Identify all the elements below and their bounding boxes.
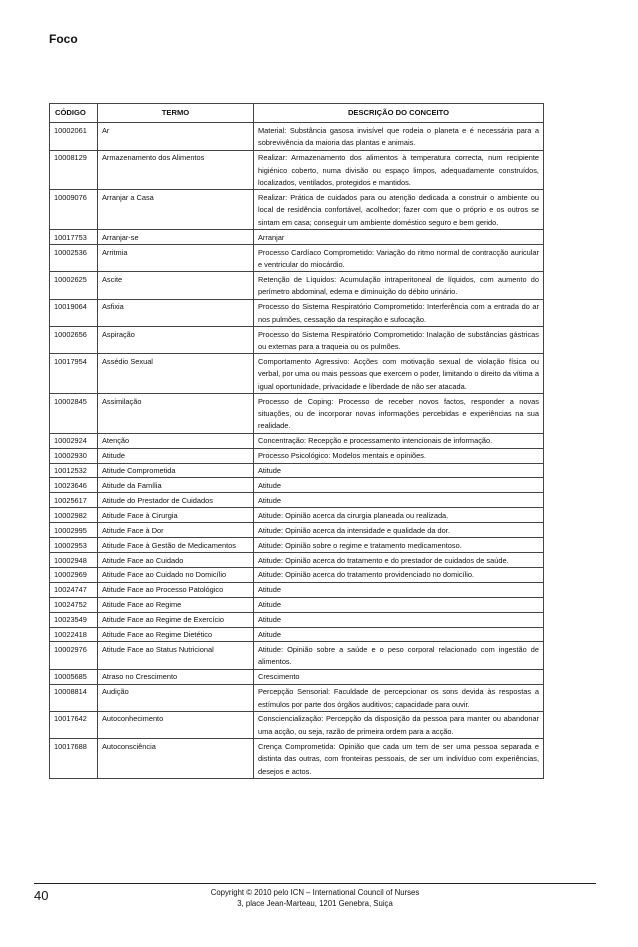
cell-code: 10023549 xyxy=(50,612,98,627)
page-number: 40 xyxy=(34,888,49,903)
cell-term: Armazenamento dos Alimentos xyxy=(98,150,254,190)
cell-term: Atitude Face ao Processo Patológico xyxy=(98,582,254,597)
cell-description: Processo Cardíaco Comprometido: Variação do ritmo normal de contracção auricular e ventricular do miocárdio. xyxy=(254,245,544,272)
cell-term: Arritmia xyxy=(98,245,254,272)
table-row xyxy=(50,538,544,553)
table-row xyxy=(50,463,544,478)
cell-description: Atitude xyxy=(254,478,544,493)
cell-code: 10012532 xyxy=(50,463,98,478)
cell-description: Atitude: Opinião acerca do tratamento providenciado no domicílio. xyxy=(254,567,544,582)
cell-code: 10025617 xyxy=(50,493,98,508)
cell-code: 10002976 xyxy=(50,642,98,669)
cell-term: Atraso no Crescimento xyxy=(98,669,254,684)
cell-term: Atitude xyxy=(98,448,254,463)
cell-code: 10002536 xyxy=(50,245,98,272)
table-row xyxy=(50,433,544,448)
cell-code: 10002995 xyxy=(50,523,98,538)
table-row xyxy=(50,567,544,582)
cell-description: Concentração: Recepção e processamento intencionais de informação. xyxy=(254,433,544,448)
cell-description: Atitude: Opinião acerca da cirurgia planeada ou realizada. xyxy=(254,508,544,523)
table-header-row xyxy=(50,104,544,123)
cell-term: Autoconhecimento xyxy=(98,711,254,738)
cell-code: 10005685 xyxy=(50,669,98,684)
table-row xyxy=(50,493,544,508)
cell-code: 10017642 xyxy=(50,711,98,738)
header-description: DESCRIÇÃO DO CONCEITO xyxy=(254,104,544,123)
cell-term: Atitude da Família xyxy=(98,478,254,493)
table-row xyxy=(50,612,544,627)
cell-code: 10008814 xyxy=(50,684,98,711)
copyright-line-2: 3, place Jean-Marteau, 1201 Genebra, Suiça xyxy=(237,898,393,908)
cell-term: Ascite xyxy=(98,272,254,299)
cell-description: Arranjar xyxy=(254,230,544,245)
footer-copyright xyxy=(150,888,480,909)
cell-code: 10002845 xyxy=(50,394,98,434)
cell-term: Asfixia xyxy=(98,299,254,326)
cell-description: Atitude xyxy=(254,493,544,508)
table-row xyxy=(50,394,544,434)
cell-term: Atitude Face à Cirurgia xyxy=(98,508,254,523)
cell-code: 10002969 xyxy=(50,567,98,582)
cell-term: Audição xyxy=(98,684,254,711)
table-row xyxy=(50,272,544,299)
cell-code: 10019064 xyxy=(50,299,98,326)
cell-description: Atitude: Opinião acerca da intensidade e qualidade da dor. xyxy=(254,523,544,538)
cell-term: Atitude Face à Dor xyxy=(98,523,254,538)
table-row xyxy=(50,230,544,245)
table-row xyxy=(50,597,544,612)
cell-description: Atitude xyxy=(254,463,544,478)
cell-description: Processo Psicológico: Modelos mentais e opiniões. xyxy=(254,448,544,463)
cell-description: Realizar: Prática de cuidados para ou atenção dedicada a construir o ambiente ou local de residência confortável, acolhedor; fazer com que o próprio e os outros se sintam em casa; conseguir um ambiente doméstico seguro e bem gerido. xyxy=(254,190,544,230)
cell-code: 10008129 xyxy=(50,150,98,190)
cell-term: Arranjar a Casa xyxy=(98,190,254,230)
cell-code: 10002982 xyxy=(50,508,98,523)
cell-description: Material: Substância gasosa invisível que rodeia o planeta e é necessária para a sobrevivência da maioria das plantas e animais. xyxy=(254,123,544,150)
cell-description: Atitude: Opinião acerca do tratamento e do prestador de cuidados de saúde. xyxy=(254,553,544,568)
cell-term: Ar xyxy=(98,123,254,150)
table-row xyxy=(50,582,544,597)
table-row xyxy=(50,150,544,190)
cell-term: Arranjar-se xyxy=(98,230,254,245)
table-row xyxy=(50,642,544,669)
header-code: CÓDIGO xyxy=(50,104,98,123)
table-row xyxy=(50,711,544,738)
cell-term: Autoconsciência xyxy=(98,739,254,779)
cell-term: Atenção xyxy=(98,433,254,448)
cell-description: Realizar: Armazenamento dos alimentos à temperatura correcta, num recipiente higiénico coberto, numa divisão ou espaço limpos, adequadamente construídos, localizados, ventilados, protegidos e mantidos. xyxy=(254,150,544,190)
table-row xyxy=(50,684,544,711)
cell-code: 10002061 xyxy=(50,123,98,150)
cell-code: 10002953 xyxy=(50,538,98,553)
terms-table xyxy=(49,103,544,779)
cell-term: Atitude Face ao Regime de Exercício xyxy=(98,612,254,627)
cell-code: 10017688 xyxy=(50,739,98,779)
cell-code: 10002924 xyxy=(50,433,98,448)
cell-code: 10002656 xyxy=(50,327,98,354)
cell-term: Atitude do Prestador de Cuidados xyxy=(98,493,254,508)
cell-code: 10024747 xyxy=(50,582,98,597)
cell-code: 10022418 xyxy=(50,627,98,642)
cell-description: Retenção de Líquidos: Acumulação intraperitoneal de líquidos, com aumento do perímetro abdominal, edema e diminuição do débito urinário. xyxy=(254,272,544,299)
table-row xyxy=(50,245,544,272)
cell-code: 10009076 xyxy=(50,190,98,230)
cell-term: Assimilação xyxy=(98,394,254,434)
cell-term: Atitude Face ao Cuidado no Domicílio xyxy=(98,567,254,582)
cell-description: Percepção Sensorial: Faculdade de percepcionar os sons devida às respostas a estímulos por parte dos órgãos auditivos; capacidade para ouvir. xyxy=(254,684,544,711)
cell-description: Processo do Sistema Respiratório Comprometido: Inalação de substâncias gástricas ou externas para a traqueia ou os pulmões. xyxy=(254,327,544,354)
footer-divider xyxy=(34,883,596,884)
cell-term: Assédio Sexual xyxy=(98,354,254,394)
table-row xyxy=(50,627,544,642)
cell-term: Atitude Face à Gestão de Medicamentos xyxy=(98,538,254,553)
table-row xyxy=(50,478,544,493)
cell-term: Aspiração xyxy=(98,327,254,354)
cell-description: Processo do Sistema Respiratório Comprometido: Interferência com a entrada do ar nos pulmões, cessação da respiração e sufocação. xyxy=(254,299,544,326)
cell-description: Processo de Coping: Processo de receber novos factos, responder a novas situações, ou de incorporar novas informações percebidas e experiências na sua realidade. xyxy=(254,394,544,434)
table-body xyxy=(50,123,544,779)
table-row xyxy=(50,553,544,568)
cell-code: 10002930 xyxy=(50,448,98,463)
table-row xyxy=(50,354,544,394)
copyright-line-1: Copyright © 2010 pelo ICN – International Council of Nurses xyxy=(210,888,420,897)
cell-description: Atitude xyxy=(254,627,544,642)
table-row xyxy=(50,669,544,684)
table-row xyxy=(50,123,544,150)
header-term: TERMO xyxy=(98,104,254,123)
cell-code: 10017753 xyxy=(50,230,98,245)
cell-description: Atitude xyxy=(254,612,544,627)
cell-code: 10017954 xyxy=(50,354,98,394)
cell-code: 10002948 xyxy=(50,553,98,568)
cell-description: Atitude xyxy=(254,582,544,597)
table-row xyxy=(50,327,544,354)
cell-term: Atitude Face ao Regime Dietético xyxy=(98,627,254,642)
section-title: Foco xyxy=(49,32,78,46)
cell-term: Atitude Face ao Regime xyxy=(98,597,254,612)
table-row xyxy=(50,190,544,230)
cell-description: Atitude: Opinião sobre o regime e tratamento medicamentoso. xyxy=(254,538,544,553)
table-row xyxy=(50,739,544,779)
cell-term: Atitude Face ao Status Nutricional xyxy=(98,642,254,669)
cell-code: 10024752 xyxy=(50,597,98,612)
cell-term: Atitude Face ao Cuidado xyxy=(98,553,254,568)
cell-description: Consciencialização: Percepção da disposição da pessoa para manter ou abandonar uma acção, ou seja, razão de primeira ordem para a acção. xyxy=(254,711,544,738)
cell-description: Comportamento Agressivo: Acções com motivação sexual de violação física ou verbal, por uma ou mais pessoas que exercem o poder, limitando o direito da vítima a igual oportunidade, privacidade e liberdade de não ser atacada. xyxy=(254,354,544,394)
cell-code: 10023646 xyxy=(50,478,98,493)
table-row xyxy=(50,508,544,523)
cell-description: Crença Comprometida: Opinião que cada um tem de ser uma pessoa separada e distinta das outras, com fronteiras pessoais, de ser um indivíduo com experiências, desejos e actos. xyxy=(254,739,544,779)
cell-description: Atitude: Opinião sobre a saúde e o peso corporal relacionado com ingestão de alimentos. xyxy=(254,642,544,669)
table-row xyxy=(50,523,544,538)
cell-code: 10002625 xyxy=(50,272,98,299)
table-row xyxy=(50,299,544,326)
cell-description: Atitude xyxy=(254,597,544,612)
cell-term: Atitude Comprometida xyxy=(98,463,254,478)
table-row xyxy=(50,448,544,463)
cell-description: Crescimento xyxy=(254,669,544,684)
